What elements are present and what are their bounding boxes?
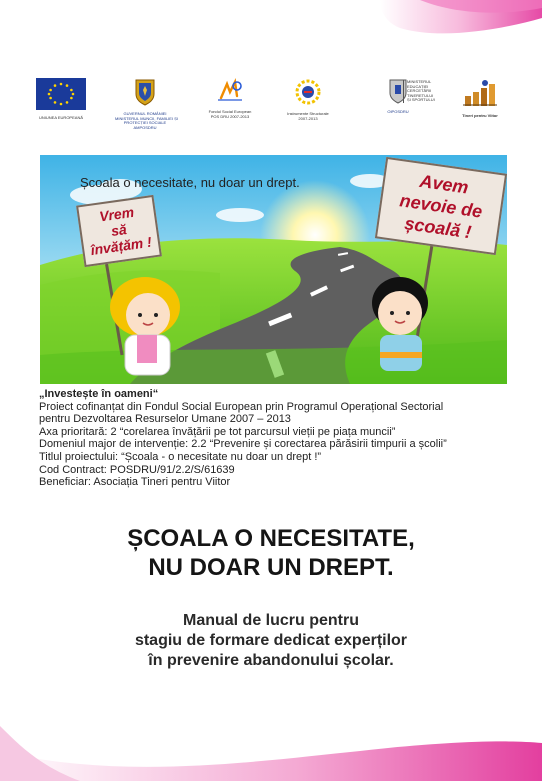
min-line-2: EDUCAȚIEI	[407, 83, 429, 89]
min-line-5: ȘI SPORTULUI	[407, 97, 435, 102]
subtitle-line-1: Manual de lucru pentru	[182, 612, 359, 629]
fse-logo	[200, 78, 260, 119]
top-pink-wave	[0, 0, 542, 50]
sign-left-line-2: să	[110, 221, 128, 240]
sign-right-line-1: Avem	[418, 170, 470, 198]
title-line-1: ȘCOALA O NECESITATE,	[127, 525, 415, 552]
min-line-4: TINERETULUI	[407, 92, 434, 98]
asociatia-tineri-logo	[458, 78, 502, 119]
title-line-2: NU DOAR UN DREPT.	[148, 554, 394, 581]
motto: „Investește în oameni“	[39, 388, 159, 400]
info-line-1: Proiect cofinanțat din Fondul Social European prin Programul Operațional Sectorial	[39, 400, 444, 413]
document-title	[0, 524, 542, 582]
info-line-6: Cod Contract: POSDRU/91/2.2/S/61639	[39, 463, 235, 476]
info-line-5: Titlul proiectului: “Școala - o necesitate nu doar un drept !”	[39, 450, 322, 463]
min-line-1: MINISTERUL	[407, 79, 432, 84]
oiposdru-caption: OIPOSDRU	[387, 109, 409, 114]
sign-right-line-3: școală !	[403, 213, 473, 243]
sign-right-line-2: nevoie de	[398, 190, 484, 222]
gov-caption-3: PROTECȚIEI SOCIALE	[123, 120, 167, 125]
info-line-2: pentru Dezvoltarea Resurselor Umane 2007 – 2013	[39, 413, 291, 426]
min-line-3: CERCETĂRII	[407, 88, 432, 93]
partner-logos	[30, 78, 515, 130]
info-line-7: Beneficiar: Asociația Tineri pentru Viitor	[39, 476, 231, 489]
government-logo	[115, 78, 178, 130]
hero-illustration	[40, 155, 507, 384]
eu-logo	[36, 78, 86, 121]
gov-caption-2: MINISTERUL MUNCII, FAMILIEI ȘI	[115, 115, 178, 121]
document-subtitle	[0, 611, 542, 671]
fse-caption-1: Fondul Social European	[208, 109, 252, 114]
is-caption-1: Instrumente Structurale	[287, 111, 329, 116]
eu-caption: UNIUNEA EUROPEANĂ	[38, 115, 83, 120]
sign-left	[76, 195, 162, 267]
sign-left-line-3: învățăm !	[89, 233, 153, 259]
subtitle-line-2: stagiu de formare dedicat experților	[134, 632, 408, 649]
subtitle-line-3: în prevenire abandonului școlar.	[148, 652, 394, 669]
gov-caption-4: AMPOSDRU	[133, 124, 157, 130]
is-caption-2: 2007-2013	[298, 115, 318, 121]
sign-left-line-1: Vrem	[98, 203, 135, 225]
sign-right	[375, 157, 507, 255]
hero-tagline: Școala o necesitate, nu doar un drept.	[80, 175, 300, 190]
info-line-4: Domeniul major de intervenție: 2.2 “Prevenire și corectarea părăsirii timpurii a școlii”	[39, 438, 447, 451]
fse-caption-2: POS DRU 2007-2013	[210, 113, 250, 119]
structural-instruments-logo	[278, 78, 338, 121]
project-info	[39, 388, 509, 489]
bottom-pink-wave	[0, 721, 542, 781]
ministry-education-text	[403, 78, 443, 103]
info-line-3: Axa prioritară: 2 “corelarea învățării pe tot parcursul vieții pe piața muncii”	[39, 425, 396, 438]
atv-caption: Tineri pentru Viitor	[462, 113, 498, 118]
gov-caption-1: GUVERNUL ROMÂNIEI	[123, 111, 167, 116]
